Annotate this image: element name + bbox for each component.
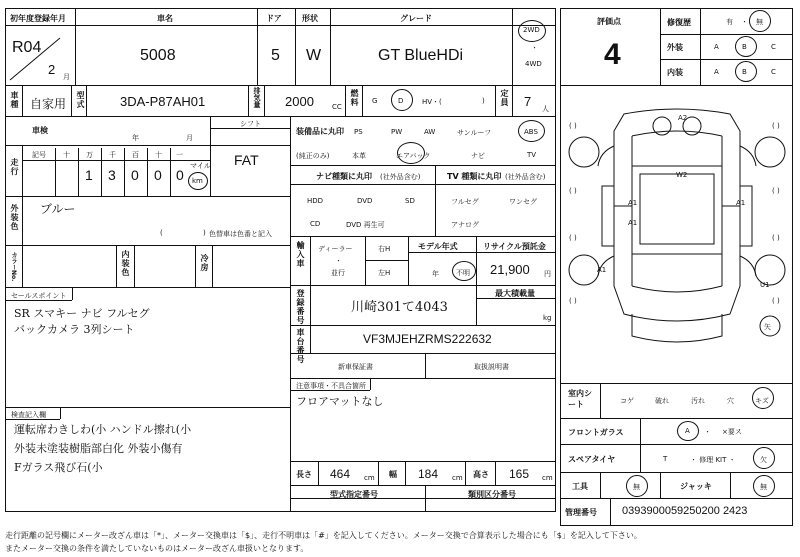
warranty-new-car: 新車保証書 <box>338 363 373 371</box>
footer-line-1: 走行距離の記号欄にメーター改ざん車は「*」、メーター交換車は「$」、走行不明車は「#」を記入してください。メーター交換で合算表示した場合にも「$」を記入して下さい。 <box>5 531 642 540</box>
paren-8: ( ) <box>772 297 780 305</box>
tv-note: (社外品含む) <box>505 173 546 181</box>
displacement-value: 2000 <box>285 94 314 109</box>
chassis-value: VF3MJEHZRMS222632 <box>363 332 492 346</box>
recycle-label: リサイクル預託金 <box>483 242 546 251</box>
navi-cd: CD <box>310 220 321 228</box>
import-sep: ・ <box>335 257 342 265</box>
mileage-digit-4: 0 <box>154 167 162 183</box>
sales-point-line-1: SR スマキー ナビ フルセグ <box>14 307 150 320</box>
model-year-unit: 年 <box>432 270 439 278</box>
model-label: 型式 <box>76 91 85 109</box>
color-value: ブルー <box>40 202 76 216</box>
damage-mark-8: 矢 <box>764 323 771 331</box>
damage-mark-7: W2 <box>676 171 688 179</box>
color-note: 色替車は色番と記入 <box>209 230 272 238</box>
digit-label-1: 十 <box>63 151 70 159</box>
color-paren-close: ) <box>203 229 206 237</box>
width-label: 幅 <box>389 470 397 479</box>
tv-oneseg: ワンセグ <box>509 198 537 206</box>
reg-era: R04 <box>12 39 42 56</box>
model-value: 3DA-P87AH01 <box>120 94 206 109</box>
windshield-label: フロントガラス <box>568 428 624 437</box>
import-dealer: ディーラー <box>318 245 353 253</box>
spare-tire-label: スペアタイヤ <box>568 455 616 464</box>
color-label: 外装色 <box>10 204 19 231</box>
equip-ps: PS <box>354 128 363 136</box>
length-label: 長さ <box>296 470 312 479</box>
import-label: 輸入車 <box>296 241 305 268</box>
type-number-label: 型式指定番号 <box>330 490 378 499</box>
fuel-close: ) <box>482 97 485 105</box>
length-value: 464 <box>330 467 351 481</box>
interior-label: 内装 <box>667 68 683 77</box>
damage-mark-5: A1 <box>597 266 607 274</box>
shape-value: W <box>306 47 322 64</box>
car-damage-diagram <box>562 86 792 382</box>
digit-label-5: 十 <box>155 151 162 159</box>
windshield-value: A <box>685 427 690 435</box>
import-right-h: 右H <box>378 245 391 253</box>
capacity-label: 定員 <box>500 89 509 107</box>
usage-label: 車種 <box>10 91 19 109</box>
tools-label: 工具 <box>572 482 588 491</box>
navi-dvd-play: DVD 再生可 <box>346 221 385 229</box>
reg-year-label: 初年度登録年月 <box>10 14 66 23</box>
exterior-grade-a: A <box>714 43 719 51</box>
footer-line-2: またメーター交換の条件を満たしていないものはメーター改ざん車扱いとなります。 <box>5 544 309 553</box>
drive-2wd: 2WD <box>523 26 540 34</box>
mileage-symbol-label: 記号 <box>32 151 46 159</box>
mileage-digit-5: 0 <box>176 167 184 183</box>
equip-tv: TV <box>527 151 537 159</box>
month-unit: 月 <box>63 73 70 81</box>
ac-label: 冷房 <box>200 254 209 272</box>
chassis-label: 車台番号 <box>296 328 305 364</box>
fuel-g: G <box>372 97 378 105</box>
car-name-label: 車名 <box>157 14 173 23</box>
inspector-line-2: 外装未塗装樹脂部白化 外装小傷有 <box>14 442 183 455</box>
reg-month: 2 <box>48 62 56 77</box>
exterior-grade-b: B <box>742 43 747 51</box>
sheet-tear: 破れ <box>655 397 669 405</box>
capacity-value: 7 <box>524 94 532 109</box>
shift-value: FAT <box>234 152 259 168</box>
spare-none: 欠 <box>760 456 767 464</box>
paren-2: ( ) <box>772 122 780 130</box>
damage-mark-3: A1 <box>628 219 638 227</box>
drive-4wd: 4WD <box>525 60 542 68</box>
mileage-digit-3: 0 <box>131 167 139 183</box>
fuel-hv: HV・( <box>422 98 442 106</box>
sales-point-label: セールスポイント <box>11 292 67 300</box>
inspection-month-unit: 月 <box>186 134 193 142</box>
tv-fullseg: フルセグ <box>451 198 479 206</box>
sheet-stain: 汚れ <box>691 397 705 405</box>
interior-color-label: 内装色 <box>121 250 130 277</box>
navi-label: ナビ種類に丸印 <box>316 172 372 181</box>
model-year-unknown: 不明 <box>456 269 470 277</box>
car-name-value: 5008 <box>140 47 176 64</box>
inspector-line-3: Fガラス飛び石(小 <box>14 461 103 474</box>
repair-sep: ・ <box>741 18 748 26</box>
doors-value: 5 <box>271 47 280 64</box>
notes-label: 注意事項・不具合箇所 <box>296 382 366 390</box>
interior-grade-a: A <box>714 68 719 76</box>
windshield-repair: ×要ス <box>722 428 742 436</box>
model-year-label: モデル年式 <box>418 242 458 251</box>
repair-label: 修復歴 <box>667 18 691 27</box>
inspection-label: 車検 <box>32 126 48 135</box>
paren-6: ( ) <box>772 234 780 242</box>
person-unit: 人 <box>542 105 549 113</box>
digit-label-2: 万 <box>86 151 93 159</box>
equip-sunroof: サンルーフ <box>457 129 492 137</box>
fuel-label: 燃料 <box>350 89 359 107</box>
mileage-digit-1: 1 <box>85 167 93 183</box>
color-paren-open: ( <box>160 229 163 237</box>
sheet-burn: コゲ <box>620 397 634 405</box>
sheet-scratch: キズ <box>755 397 769 405</box>
navi-sd: SD <box>405 197 415 205</box>
equip-aw: AW <box>424 128 436 136</box>
shape-label: 形状 <box>302 14 318 23</box>
height-value: 165 <box>509 467 530 481</box>
max-load-label: 最大積載量 <box>495 289 535 298</box>
jack-value: 無 <box>760 483 767 491</box>
class-number-label: 類別区分番号 <box>468 490 516 499</box>
fuel-d: D <box>398 97 404 105</box>
inspector-line-1: 運転席わきしわ(小 ハンドル擦れ(小 <box>14 423 192 436</box>
equip-airbag: エアバック <box>396 152 431 160</box>
equip-navi: ナビ <box>471 152 485 160</box>
navi-note: (社外品含む) <box>380 173 421 181</box>
tools-value: 無 <box>633 483 640 491</box>
mileage-digit-2: 3 <box>108 167 116 183</box>
plate-value: 川崎301て4043 <box>351 300 448 315</box>
width-value: 184 <box>418 467 439 481</box>
room-sheet-label: 室内シート <box>568 389 592 409</box>
mileage-label: 走行 <box>10 158 19 176</box>
equip-pw: PW <box>391 128 403 136</box>
grade-label: グレード <box>400 14 432 23</box>
equipment-sub: (純正のみ) <box>296 152 330 160</box>
import-left-h: 左H <box>378 269 391 277</box>
management-value: 0393900059250200 2423 <box>622 505 748 517</box>
exterior-label: 外装 <box>667 43 683 52</box>
displacement-label: 排気量 <box>253 87 261 108</box>
notes-value: フロアマットなし <box>296 395 384 408</box>
digit-label-3: 千 <box>109 151 116 159</box>
warranty-manual: 取扱説明書 <box>474 363 509 371</box>
recycle-value: 21,900 <box>490 262 530 277</box>
interior-grade-c: C <box>771 68 776 76</box>
height-unit: cm <box>542 474 553 482</box>
paren-1: ( ) <box>569 122 577 130</box>
navi-dvd: DVD <box>357 197 373 205</box>
sales-point-line-2: バックカメラ 3列シート <box>14 323 135 336</box>
digit-label-4: 百 <box>132 151 139 159</box>
door-label: ドア <box>266 14 282 23</box>
paren-4: ( ) <box>772 187 780 195</box>
windshield-sep: ・ <box>704 428 711 436</box>
damage-mark-4: A1 <box>736 199 746 207</box>
equip-abs: ABS <box>524 128 538 136</box>
mileage-unit-mile: マイル <box>190 162 211 170</box>
paren-3: ( ) <box>569 187 577 195</box>
navi-hdd: HDD <box>307 197 324 205</box>
sheet-hole: 穴 <box>727 397 734 405</box>
drive-sep: ・ <box>531 44 538 52</box>
exterior-grade-c: C <box>771 43 776 51</box>
grade-value: GT BlueHDi <box>378 47 464 64</box>
rating-score: 4 <box>604 38 621 71</box>
tv-analog: アナログ <box>451 221 479 229</box>
paren-5: ( ) <box>569 234 577 242</box>
paren-7: ( ) <box>569 297 577 305</box>
shift-label: シフト <box>240 120 261 128</box>
color-no-label: カラーNo. <box>10 252 17 282</box>
damage-mark-6: U1 <box>760 281 770 289</box>
mileage-unit-km: km <box>192 177 203 185</box>
tv-label: TV 種類に丸印 <box>447 172 502 181</box>
rating-label: 評価点 <box>597 17 621 26</box>
interior-grade-b: B <box>742 68 747 76</box>
damage-mark-2: A1 <box>628 199 638 207</box>
yen-unit: 円 <box>544 270 551 278</box>
usage-value: 自家用 <box>30 97 67 111</box>
kg-unit: kg <box>543 314 552 322</box>
cc-unit: CC <box>332 103 342 111</box>
width-unit: cm <box>452 474 463 482</box>
spare-kit: ・ 修理 KIT ・ <box>690 456 736 464</box>
equip-leather: 本革 <box>352 152 366 160</box>
repair-yes: 有 <box>726 18 733 26</box>
damage-mark-1: A2 <box>678 114 688 122</box>
management-label: 管理番号 <box>565 508 597 517</box>
repair-none: 無 <box>756 18 763 26</box>
plate-label: 登録番号 <box>296 289 305 325</box>
digit-label-6: 一 <box>176 151 183 159</box>
equipment-label: 装備品に丸印 <box>296 127 344 136</box>
height-label: 高さ <box>473 470 489 479</box>
jack-label: ジャッキ <box>680 482 712 491</box>
import-parallel: 並行 <box>331 269 345 277</box>
inspection-year-unit: 年 <box>132 134 139 142</box>
length-unit: cm <box>364 474 375 482</box>
inspector-label: 検査記入欄 <box>11 411 46 419</box>
spare-t: T <box>663 455 668 463</box>
